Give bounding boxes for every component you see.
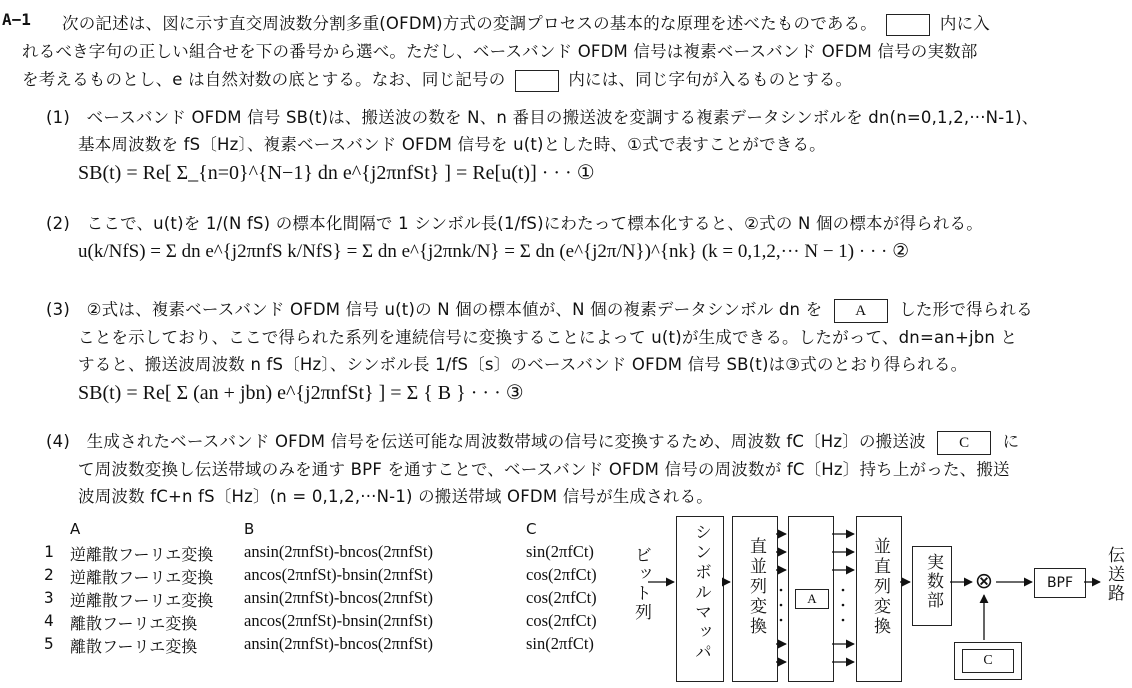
symbol-mapper-label: シンボルマッパ — [691, 523, 711, 663]
option-col-a: 離散フーリエ変換 — [70, 614, 198, 633]
question-number: A−1 — [2, 10, 31, 29]
output-label: 伝送路 — [1104, 546, 1124, 603]
equation-3: SB(t) = Re[ Σ (an + jbn) e^{j2πnfSt} ] = Σ { B } · · · ③ — [78, 382, 524, 404]
option-col-a: 逆離散フーリエ変換 — [70, 545, 214, 564]
intro-text: 次の記述は、図に示す直交周波数分割多重(OFDM)方式の変調プロセスの基本的な原理を述べたものである。 — [62, 14, 877, 33]
blank-c: C — [937, 431, 991, 455]
item-1-line-2: 基本周波数を fS〔Hz〕、複素ベースバンド OFDM 信号を u(t)とした時、①式で表すことができる。 — [78, 135, 826, 154]
option-col-b: ancos(2πnfSt)-bnsin(2πnfSt) — [244, 565, 433, 584]
carrier-block-c-label: C — [962, 649, 1014, 673]
option-col-c: cos(2πfCt) — [526, 611, 597, 630]
blank-a: A — [834, 299, 888, 323]
ps-converter-label: 並直列変換 — [870, 537, 890, 637]
equation-2: u(k/NfS) = Σ dn e^{j2πnfS k/NfS} = Σ dn e^{j2πnk/N} = Σ dn (e^{j2π/N})^{nk} (k = 0,1,2,··· N − 1) · · · ② — [78, 241, 910, 262]
option-col-a: 離散フーリエ変換 — [70, 637, 198, 656]
item-4-line-2: て周波数変換し伝送帯域のみを通す BPF を通すことで、ベースバンド OFDM 信号の周波数が fC〔Hz〕持ち上がった、搬送 — [78, 460, 1010, 479]
item-4-text: に — [1002, 432, 1020, 451]
option-number: 2 — [44, 565, 54, 584]
item-1-line-1: (1) ベースバンド OFDM 信号 SB(t)は、搬送波の数を N、n 番目の搬送波を変調する複素データシンボルを dn(n=0,1,2,···N-1)、 — [46, 108, 1039, 127]
arrows-a-ps — [832, 534, 854, 662]
sp-converter-label: 直並列変換 — [746, 537, 766, 637]
item-3-line-2: ことを示しており、ここで得られた系列を連続信号に変換することによって u(t)が生成できる。したがって、dn=an+jbn と — [78, 328, 1018, 347]
option-col-a: 逆離散フーリエ変換 — [70, 591, 214, 610]
arrows-sp-a — [776, 534, 786, 662]
real-part-label: 実数部 — [923, 553, 943, 610]
option-col-b: ancos(2πnfSt)-bnsin(2πnfSt) — [244, 611, 433, 630]
option-col-b: ansin(2πnfSt)-bncos(2πnfSt) — [244, 634, 433, 653]
option-col-c: sin(2πfCt) — [526, 542, 594, 561]
item-4-line-3: 波周波数 fC+n fS〔Hz〕(n = 0,1,2,···N-1) の搬送帯域 OFDM 信号が生成される。 — [78, 487, 714, 506]
option-number: 1 — [44, 542, 54, 561]
option-header-b: B — [244, 520, 255, 538]
option-col-a: 逆離散フーリエ変換 — [70, 568, 214, 587]
item-3-text: した形で得られる — [899, 300, 1033, 319]
equation-1-text: SB(t) = Re[ Σ_{n=0}^{N−1} dn e^{j2πnfSt} ] = Re[u(t)] · · · ① — [78, 162, 595, 184]
option-header-a: A — [70, 520, 81, 538]
input-label: ビット列 — [631, 546, 651, 622]
intro-text: を考えるものとし、e は自然対数の底とする。なお、同じ記号の — [22, 70, 506, 89]
option-number: 4 — [44, 611, 54, 630]
block-a-label: A — [795, 589, 829, 609]
item-3-line-3: すると、搬送波周波数 n fS〔Hz〕、シンボル長 1/fS〔s〕のベースバンド OFDM 信号 SB(t)は③式のとおり得られる。 — [78, 355, 968, 374]
option-col-c: cos(2πfCt) — [526, 565, 597, 584]
option-col-b: ansin(2πnfSt)-bncos(2πnfSt) — [244, 588, 433, 607]
option-number: 5 — [44, 634, 54, 653]
option-header-c: C — [526, 520, 537, 538]
intro-line-2: れるべき字句の正しい組合せを下の番号から選べ。ただし、ベースバンド OFDM 信号は複素ベースバンド OFDM 信号の実数部 — [22, 42, 978, 61]
item-4-text: (4) 生成されたベースバンド OFDM 信号を伝送可能な周波数帯域の信号に変換するため、周波数 fC〔Hz〕の搬送波 — [46, 432, 926, 451]
option-col-c: cos(2πfCt) — [526, 588, 597, 607]
option-col-b: ansin(2πnfSt)-bncos(2πnfSt) — [244, 542, 433, 561]
mixer-icon: ⊗ — [974, 569, 994, 594]
bpf-label: BPF — [1046, 575, 1074, 591]
item-2-line-1: (2) ここで、u(t)を 1/(N fS) の標本化間隔で 1 シンボル長(1/fS)にわたって標本化すると、②式の N 個の標本が得られる。 — [46, 214, 983, 233]
intro-text: 内に入 — [939, 14, 991, 33]
option-number: 3 — [44, 588, 54, 607]
intro-text: 内には、同じ字句が入るものとする。 — [568, 70, 853, 89]
item-3-text: (3) ②式は、複素ベースバンド OFDM 信号 u(t)の N 個の標本値が、N 個の複素データシンボル dn を — [46, 300, 823, 319]
option-col-c: sin(2πfCt) — [526, 634, 594, 653]
